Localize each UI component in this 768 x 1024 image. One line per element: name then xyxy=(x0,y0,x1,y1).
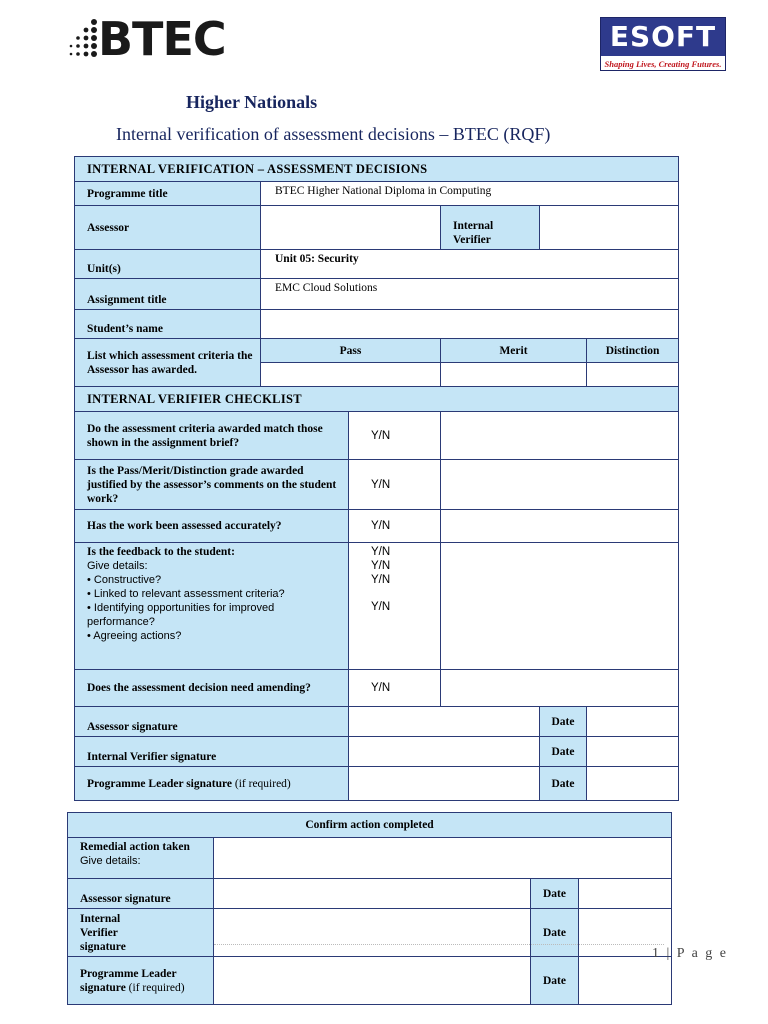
feedback-bullet-linked: • Linked to relevant assessment criteria? xyxy=(87,588,285,600)
esoft-tagline: Shaping Lives, Creating Futures. xyxy=(604,59,722,69)
assessor-date-field[interactable] xyxy=(587,707,679,737)
feedback-bullet-agreeing: • Agreeing actions? xyxy=(87,630,182,642)
pl-date-label: Date xyxy=(540,767,587,801)
pl-signature-label xyxy=(75,767,349,801)
checklist-yn-4a[interactable]: Y/N xyxy=(371,546,391,558)
assessor-label: Assessor xyxy=(75,206,261,250)
checklist-yn-2[interactable]: Y/N xyxy=(349,460,441,510)
unit-value[interactable]: Unit 05: Security xyxy=(261,250,679,279)
feedback-bullet-constructive: • Constructive? xyxy=(87,574,162,586)
confirm-assessor-date-field[interactable] xyxy=(579,879,672,909)
distinction-header: Distinction xyxy=(587,339,679,363)
remedial-label xyxy=(68,838,214,879)
checklist-comment-1[interactable] xyxy=(441,412,679,460)
confirm-assessor-date-label: Date xyxy=(531,879,579,909)
checklist-question-4 xyxy=(75,543,349,670)
assignment-title-label: Assignment title xyxy=(75,279,261,310)
remedial-give-details: Give details: xyxy=(80,855,141,867)
unit-label: Unit(s) xyxy=(75,250,261,279)
confirm-iv-signature-field[interactable] xyxy=(214,909,531,957)
distinction-criteria-field[interactable] xyxy=(587,363,679,387)
pl-signature-field[interactable] xyxy=(349,767,540,801)
criteria-label: List which assessment criteria the Assessor has awarded. xyxy=(75,339,261,387)
checklist-yn-4-group xyxy=(349,543,441,670)
merit-criteria-field[interactable] xyxy=(441,363,587,387)
checklist-question-2: Is the Pass/Merit/Distinction grade awarded justified by the assessor’s comments on the student work? xyxy=(75,460,349,510)
confirm-pl-date-label: Date xyxy=(531,957,579,1005)
page-subtitle: Internal verification of assessment decisions – BTEC (RQF) xyxy=(116,124,551,144)
internal-verifier-label: Internal Verifier xyxy=(441,206,540,250)
btec-wordmark: BTEC xyxy=(98,12,226,66)
pl-date-field[interactable] xyxy=(587,767,679,801)
assessor-signature-field[interactable] xyxy=(349,707,540,737)
confirm-pl-signature-label xyxy=(68,957,214,1005)
checklist-header: INTERNAL VERIFIER CHECKLIST xyxy=(75,387,679,412)
feedback-question: Is the feedback to the student: xyxy=(87,546,235,558)
footer-divider xyxy=(214,944,664,945)
feedback-bullet-opportunities: • Identifying opportunities for improved performance? xyxy=(87,602,275,628)
confirm-iv-signature-label: Internal Verifier signature xyxy=(68,909,214,957)
feedback-give-details: Give details: xyxy=(87,560,148,572)
assignment-title-value[interactable]: EMC Cloud Solutions xyxy=(261,279,679,310)
pl-signature-note: (if required) xyxy=(234,777,291,790)
esoft-logo xyxy=(600,17,726,71)
checklist-yn-4c[interactable]: Y/N xyxy=(371,574,391,586)
confirm-pl-signature-field[interactable] xyxy=(214,957,531,1005)
assessment-decisions-table xyxy=(74,156,679,801)
confirm-action-table xyxy=(67,812,672,1005)
checklist-yn-1[interactable]: Y/N xyxy=(349,412,441,460)
checklist-comment-5[interactable] xyxy=(441,670,679,707)
programme-value[interactable]: BTEC Higher National Diploma in Computing xyxy=(261,182,679,206)
assessor-date-label: Date xyxy=(540,707,587,737)
checklist-question-1: Do the assessment criteria awarded match those shown in the assignment brief? xyxy=(75,412,349,460)
btec-logo xyxy=(68,12,228,72)
pl-signature-text: Programme Leader signature xyxy=(87,777,233,790)
checklist-yn-3[interactable]: Y/N xyxy=(349,510,441,543)
student-name-label: Student’s name xyxy=(75,310,261,339)
checklist-comment-2[interactable] xyxy=(441,460,679,510)
checklist-yn-4b[interactable]: Y/N xyxy=(371,560,391,572)
iv-date-label: Date xyxy=(540,737,587,767)
merit-header: Merit xyxy=(441,339,587,363)
internal-verifier-field[interactable] xyxy=(540,206,679,250)
checklist-comment-4[interactable] xyxy=(441,543,679,670)
page-number: 1 | P a g e xyxy=(652,946,728,961)
checklist-question-3: Has the work been assessed accurately? xyxy=(75,510,349,543)
esoft-wordmark: ESOFT xyxy=(609,20,717,53)
confirm-assessor-signature-field[interactable] xyxy=(214,879,531,909)
btec-dots-icon xyxy=(68,18,100,64)
remedial-text: Remedial action taken xyxy=(80,841,190,853)
checklist-question-5: Does the assessment decision need amending? xyxy=(75,670,349,707)
checklist-yn-5[interactable]: Y/N xyxy=(349,670,441,707)
checklist-comment-3[interactable] xyxy=(441,510,679,543)
iv-signature-label: Internal Verifier signature xyxy=(75,737,349,767)
decisions-header: INTERNAL VERIFICATION – ASSESSMENT DECISIONS xyxy=(75,157,679,182)
pass-criteria-field[interactable] xyxy=(261,363,441,387)
confirm-pl-note: (if required) xyxy=(128,981,185,994)
confirm-header: Confirm action completed xyxy=(68,813,672,838)
confirm-pl-signature-text: Programme Leader signature xyxy=(80,967,177,994)
remedial-field[interactable] xyxy=(214,838,672,879)
page-title: Higher Nationals xyxy=(186,92,318,112)
assessor-field[interactable] xyxy=(261,206,441,250)
programme-label: Programme title xyxy=(75,182,261,206)
confirm-pl-date-field[interactable] xyxy=(579,957,672,1005)
confirm-iv-date-label: Date xyxy=(531,909,579,957)
iv-date-field[interactable] xyxy=(587,737,679,767)
pass-header: Pass xyxy=(261,339,441,363)
checklist-yn-4d[interactable]: Y/N xyxy=(371,601,391,613)
assessor-signature-label: Assessor signature xyxy=(75,707,349,737)
confirm-assessor-signature-label: Assessor signature xyxy=(68,879,214,909)
iv-signature-field[interactable] xyxy=(349,737,540,767)
student-name-field[interactable] xyxy=(261,310,679,339)
